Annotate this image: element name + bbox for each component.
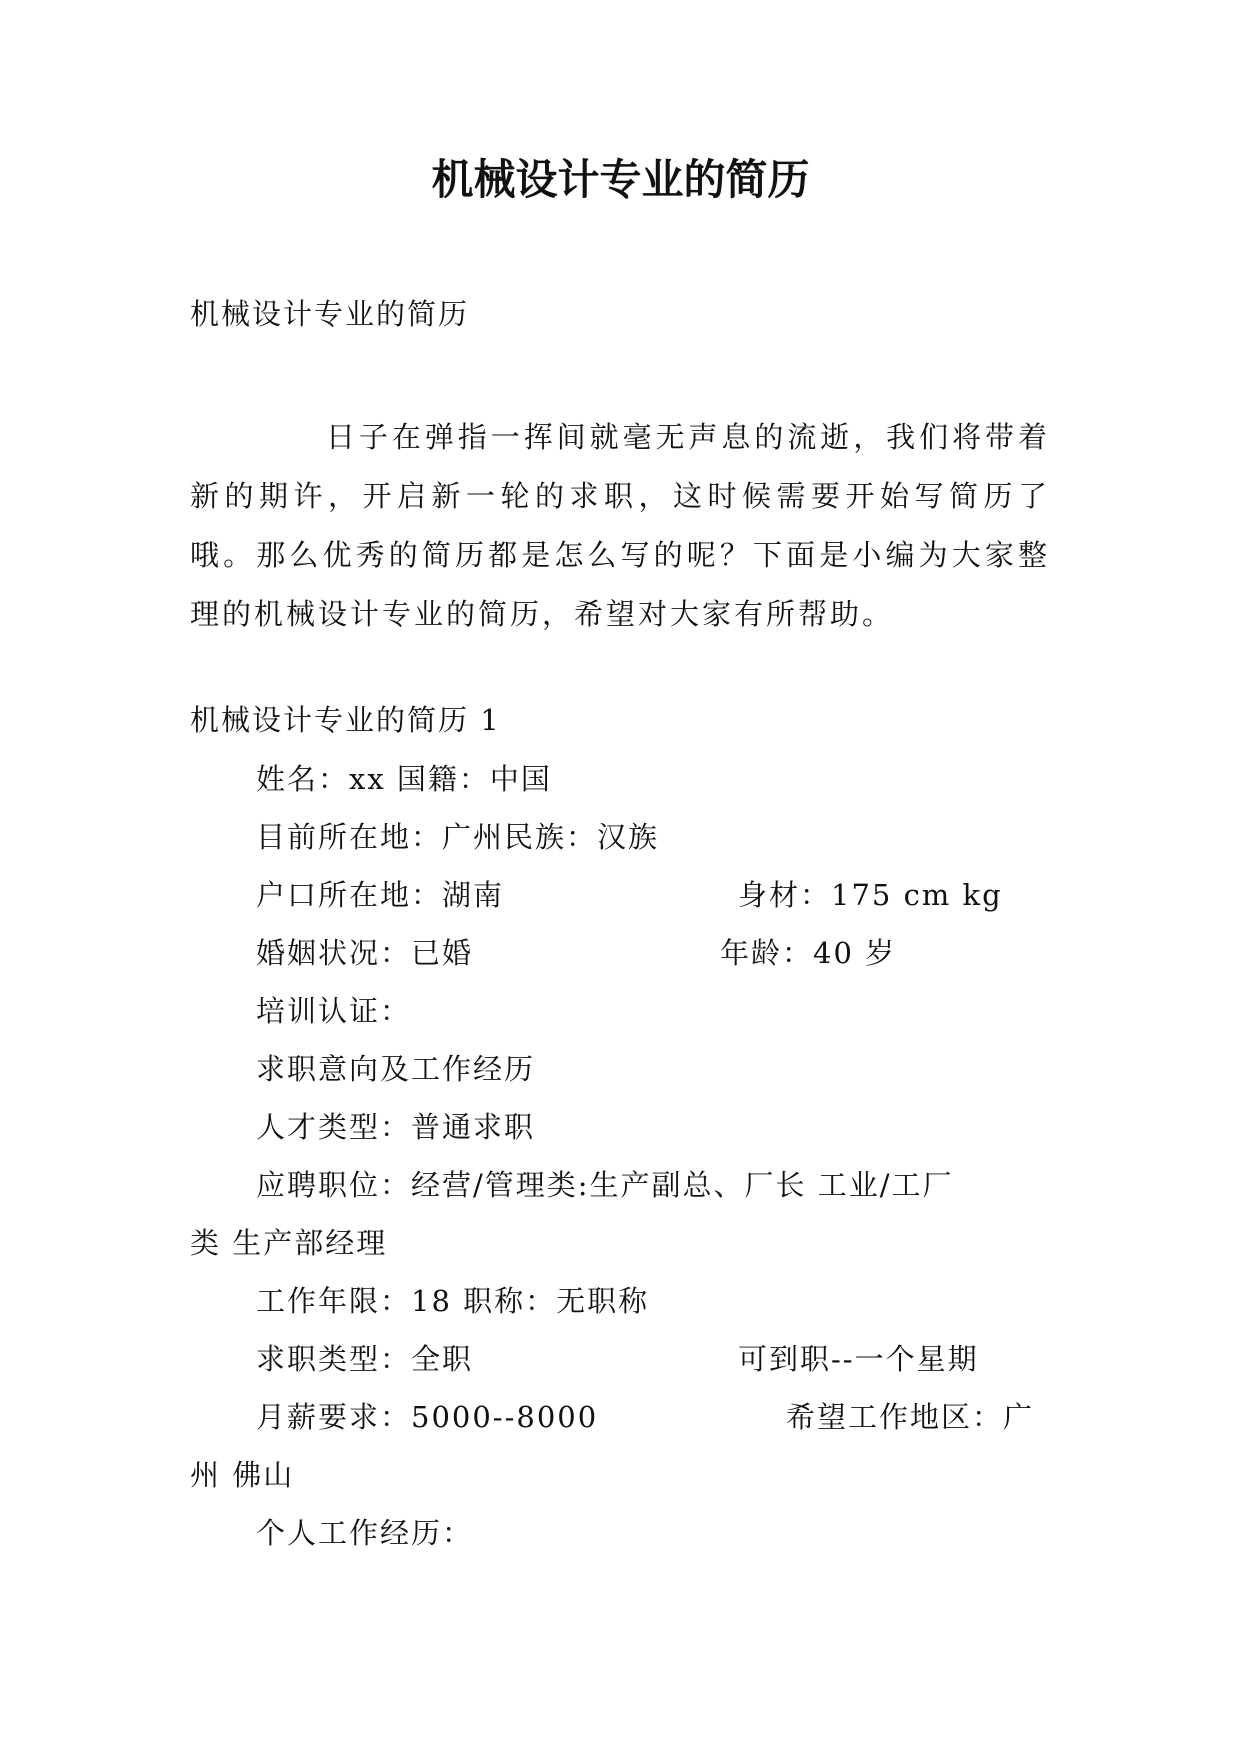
document-title: 机械设计专业的简历 bbox=[431, 155, 810, 204]
intro-paragraph: 日子在弹指一挥间就毫无声息的流逝，我们将带着新的期许，开启新一轮的求职，这时候需要开始写简历了哦。那么优秀的简历都是怎么写的呢？下面是小编为大家整理的机械设计专业的简历，希望对大家有所帮助。 bbox=[190, 420, 1050, 631]
document-subtitle: 机械设计专业的简历 bbox=[190, 297, 470, 331]
training-certification: 培训认证： bbox=[256, 994, 412, 1028]
hukou-location: 户口所在地：湖南 bbox=[256, 878, 505, 912]
applied-position-line1: 应聘职位：经营/管理类:生产副总、厂长 工业/工厂 bbox=[256, 1168, 954, 1202]
experience-heading: 个人工作经历： bbox=[256, 1516, 474, 1550]
talent-type: 人才类型：普通求职 bbox=[256, 1110, 536, 1144]
desired-region-line2: 州 佛山 bbox=[190, 1458, 295, 1492]
location-ethnicity: 目前所在地：广州民族：汉族 bbox=[256, 820, 660, 854]
applied-position-line2: 类 生产部经理 bbox=[190, 1226, 388, 1260]
desired-region-line1: 希望工作地区：广 bbox=[786, 1400, 1035, 1434]
availability: 可到职--一个星期 bbox=[738, 1342, 979, 1376]
body-size: 身材：175 cm kg bbox=[738, 878, 1003, 912]
intention-heading: 求职意向及工作经历 bbox=[256, 1052, 536, 1086]
age: 年龄：40 岁 bbox=[720, 936, 897, 970]
marital-status: 婚姻状况：已婚 bbox=[256, 936, 474, 970]
section-heading: 机械设计专业的简历 1 bbox=[190, 703, 501, 737]
years-title: 工作年限：18 职称：无职称 bbox=[256, 1284, 650, 1318]
job-type: 求职类型：全职 bbox=[256, 1342, 474, 1376]
name-nationality: 姓名：xx 国籍：中国 bbox=[256, 762, 552, 796]
salary-requirement: 月薪要求：5000--8000 bbox=[256, 1400, 599, 1434]
